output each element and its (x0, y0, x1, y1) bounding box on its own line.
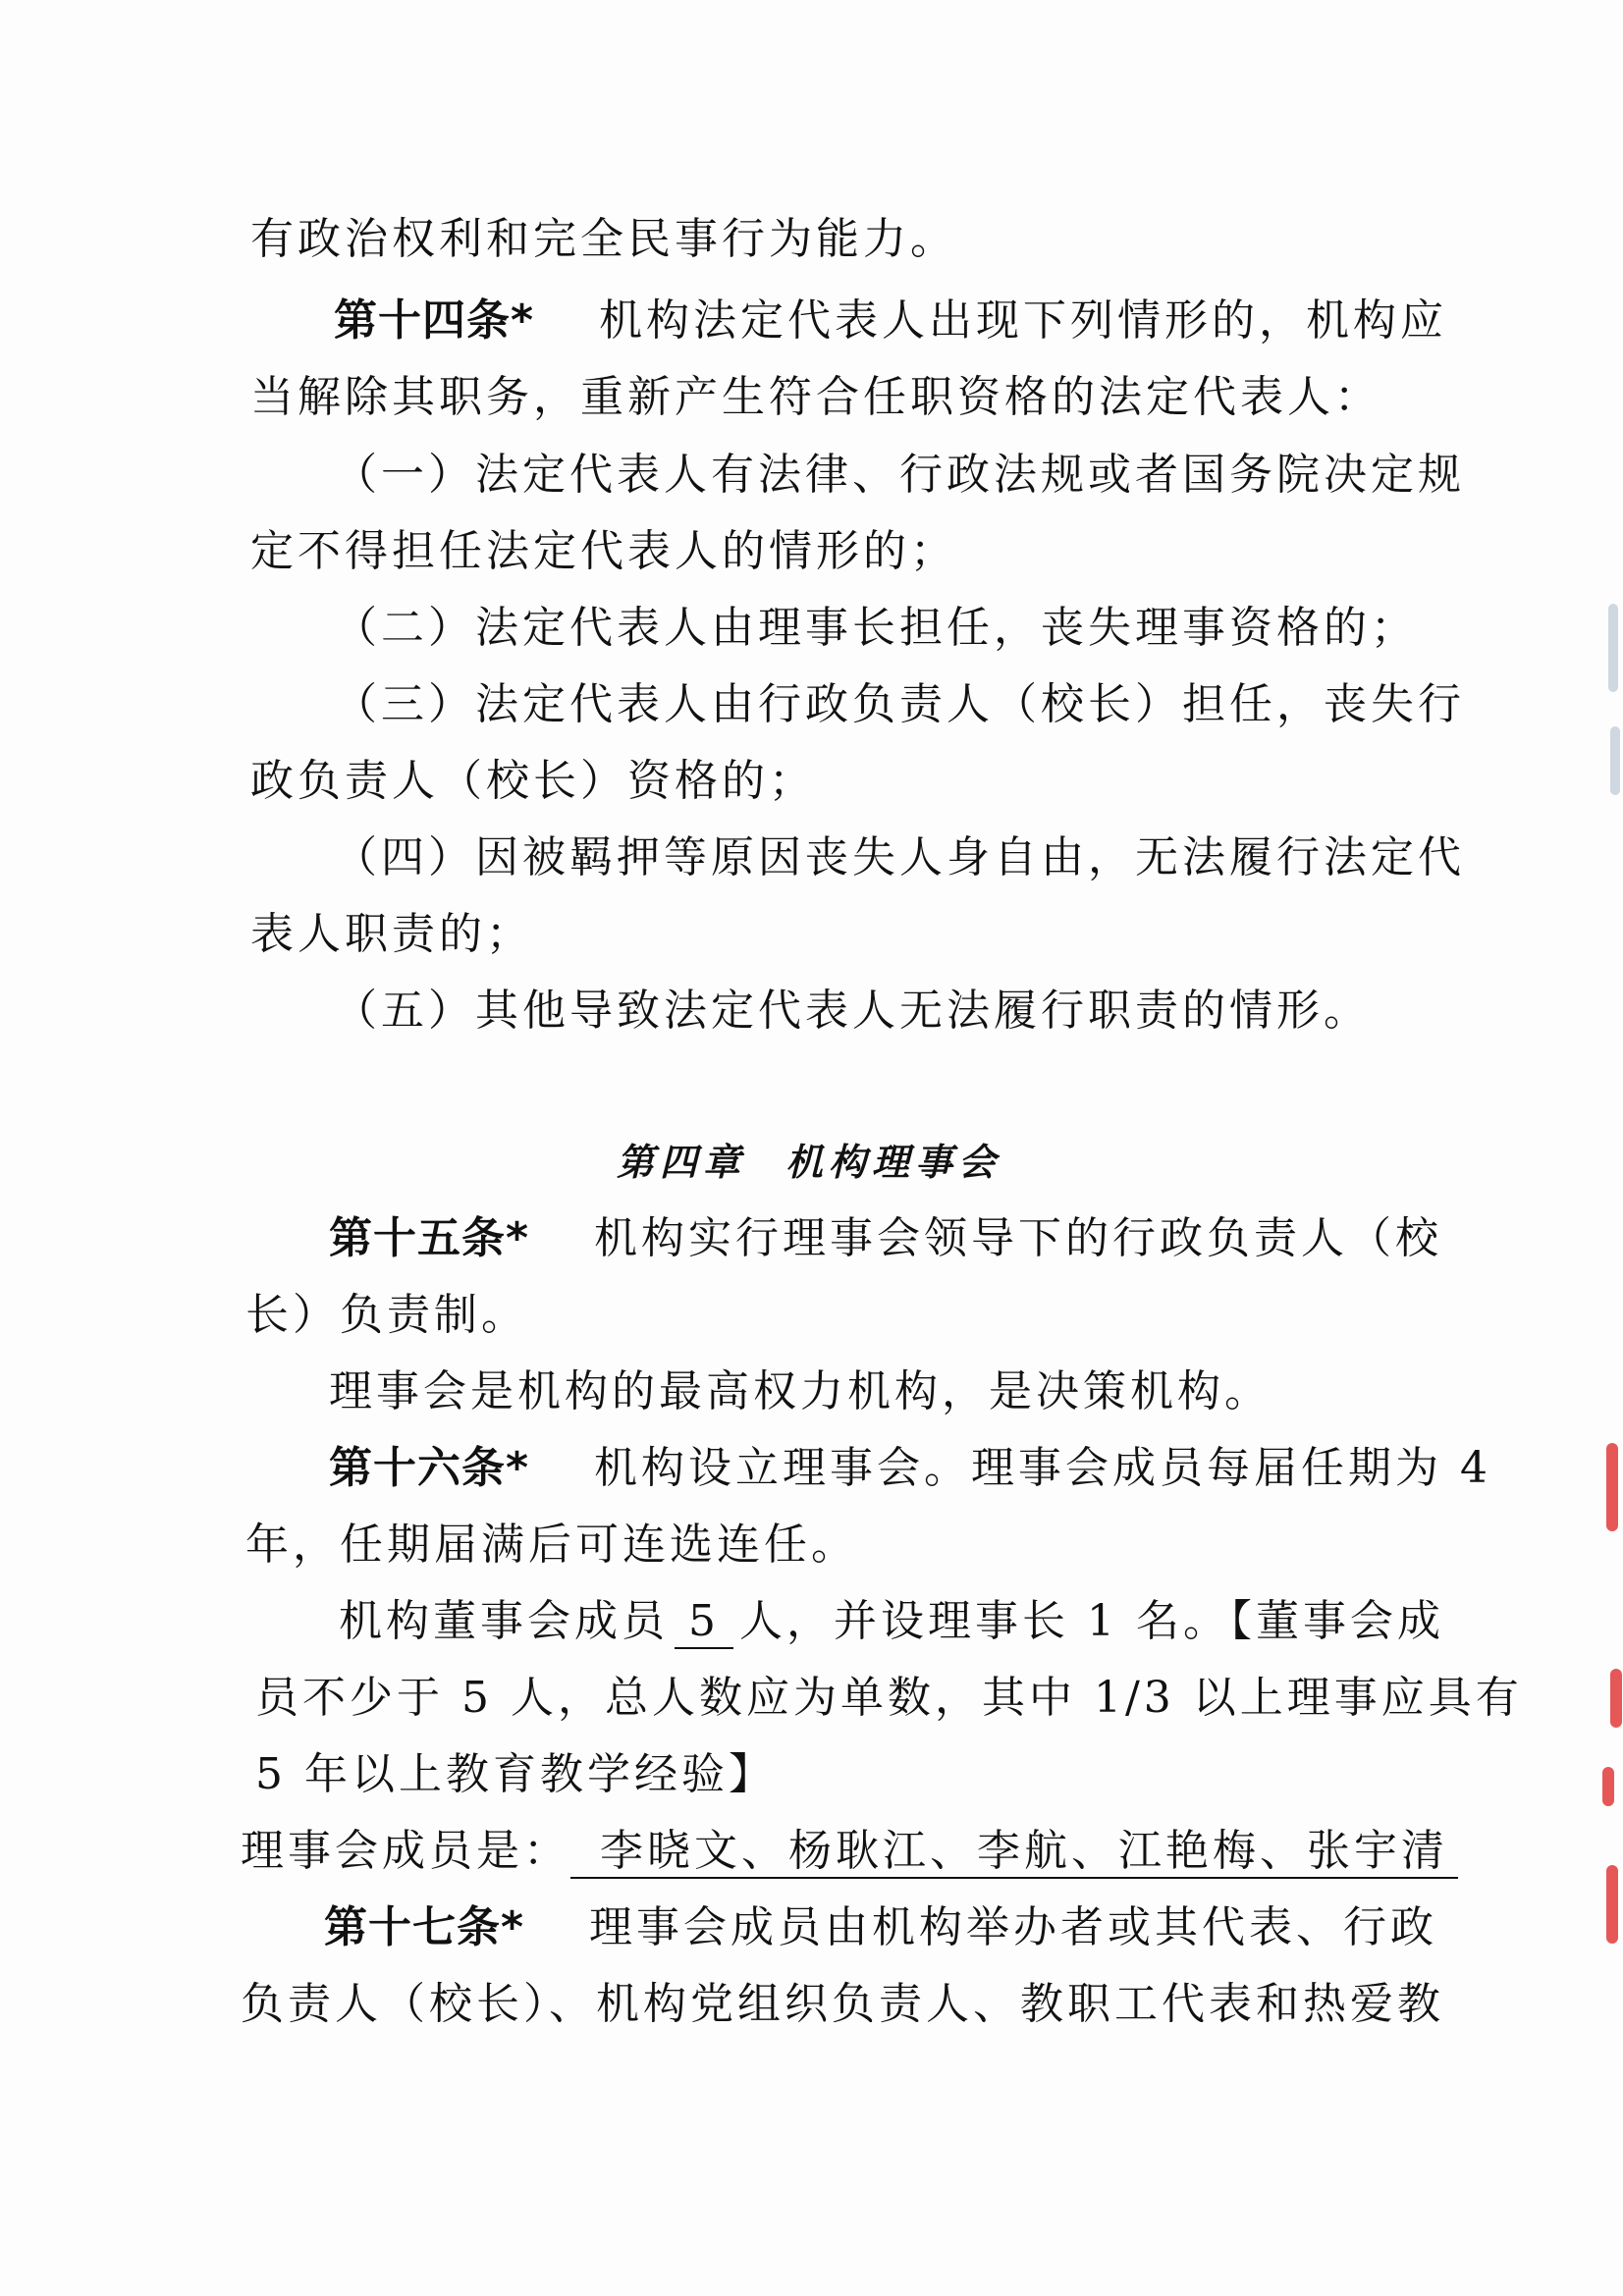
article-title: 第十五条* (329, 1213, 530, 1263)
stamp-fragment (1602, 1767, 1614, 1806)
paragraph-text: 政负责人（校长）资格的； (250, 756, 816, 806)
list-item (334, 679, 1465, 729)
paragraph-text: （五）其他导致法定代表人无法履行职责的情形。 (334, 986, 1371, 1036)
paragraph-text: 机构董事会成员 (339, 1596, 669, 1646)
paragraph-text: 员不少于 5 人，总人数应为单数，其中 1/3 以上理事应具有 (255, 1673, 1523, 1723)
paragraph-text: （一）法定代表人有法律、行政法规或者国务院决定规 (334, 450, 1465, 500)
paragraph-text: 理事会成员由机构举办者或其代表、行政 (589, 1902, 1438, 1952)
list-item (334, 603, 1418, 653)
chapter-heading (617, 1140, 1002, 1184)
article-17-line-1 (324, 1902, 1438, 1952)
members-value: 李晓文、杨耿江、李航、江艳梅、张宇清 (570, 1830, 1458, 1879)
article-title: 第十七条* (324, 1902, 525, 1952)
member-count-blank: 5 (675, 1600, 733, 1649)
text-line (255, 1673, 1523, 1723)
edge-mark (1608, 604, 1618, 692)
paragraph-text: 理事会是机构的最高权力机构，是决策机构。 (329, 1366, 1271, 1416)
paragraph-text: 定不得担任法定代表人的情形的； (250, 526, 957, 576)
paragraph-text: 人，并设理事长 1 名。【董事会成 (739, 1596, 1444, 1646)
text-line (250, 756, 816, 806)
list-item (334, 986, 1371, 1036)
text-line (250, 372, 1381, 422)
members-line (241, 1826, 1458, 1879)
stamp-fragment (1606, 1865, 1618, 1944)
article-title: 第十六条* (329, 1443, 530, 1493)
text-line (339, 1596, 1444, 1649)
article-14-line-1 (334, 295, 1448, 346)
text-line (245, 1290, 528, 1340)
paragraph-text: 表人职责的； (250, 909, 533, 959)
paragraph-text: 机构法定代表人出现下列情形的，机构应 (599, 295, 1448, 346)
text-line (250, 909, 533, 959)
paragraph-text: 长）负责制。 (245, 1290, 528, 1340)
list-item (334, 832, 1465, 882)
article-16-line-1 (329, 1443, 1491, 1493)
paragraph-text: 机构设立理事会。理事会成员每届任期为 4 (594, 1443, 1491, 1493)
paragraph-text: 机构实行理事会领导下的行政负责人（校 (594, 1213, 1443, 1263)
text-line (255, 1749, 776, 1799)
article-title: 第十四条* (334, 295, 535, 346)
members-label: 理事会成员是： (241, 1826, 570, 1876)
paragraph-text: 年，任期届满后可连选连任。 (245, 1520, 858, 1570)
paragraph-text: 负责人（校长）、机构党组织负责人、教职工代表和热爱教 (241, 1979, 1444, 2029)
text-line (250, 214, 957, 264)
paragraph-text: 5 年以上教育教学经验】 (255, 1749, 776, 1799)
text-line (241, 1979, 1444, 2029)
chapter-name: 机构理事会 (785, 1140, 1002, 1184)
article-15-line-1 (329, 1213, 1443, 1263)
edge-mark (1610, 726, 1620, 795)
paragraph-text: 当解除其职务，重新产生符合任职资格的法定代表人： (250, 372, 1381, 422)
paragraph-text: （二）法定代表人由理事长担任，丧失理事资格的； (334, 603, 1418, 653)
paragraph-text: （三）法定代表人由行政负责人（校长）担任，丧失行 (334, 679, 1465, 729)
stamp-fragment (1610, 1669, 1622, 1728)
list-item (334, 450, 1465, 500)
text-line (245, 1520, 858, 1570)
stamp-fragment (1606, 1443, 1618, 1531)
chapter-number: 第四章 (617, 1140, 747, 1184)
paragraph-text: （四）因被羁押等原因丧失人身自由，无法履行法定代 (334, 832, 1465, 882)
text-line (329, 1366, 1271, 1416)
paragraph-text: 有政治权利和完全民事行为能力。 (250, 214, 957, 264)
text-line (250, 526, 957, 576)
